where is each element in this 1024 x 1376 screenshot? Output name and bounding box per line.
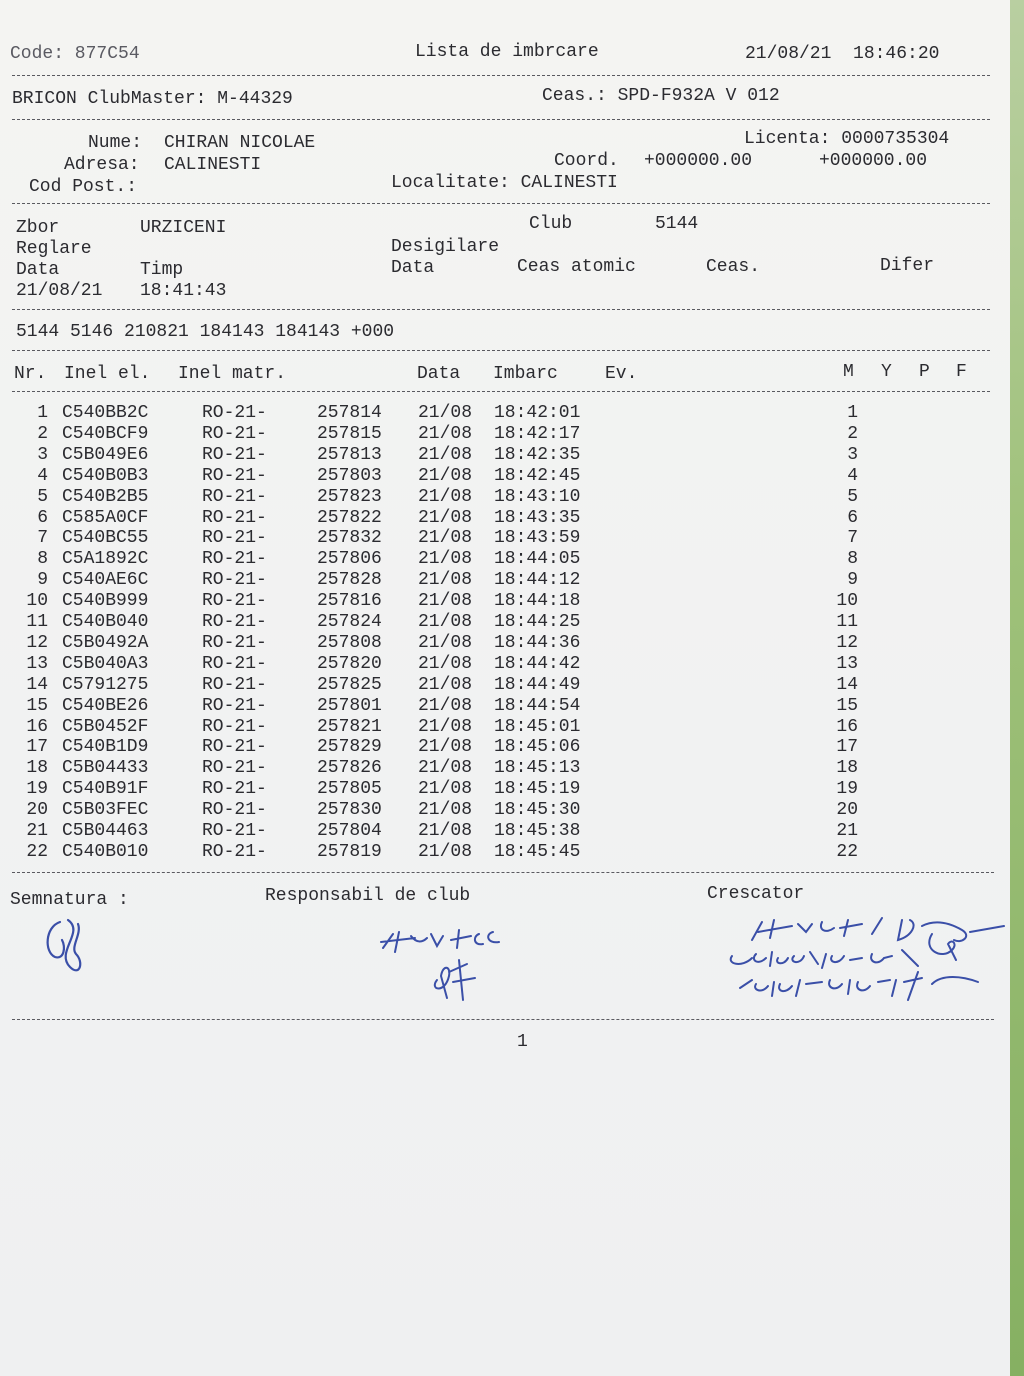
- order-m: 22: [836, 841, 858, 862]
- order-m: 1: [847, 403, 858, 423]
- electronic-ring: C540AE6C: [62, 570, 149, 591]
- postcode-label: Cod Post.:: [29, 177, 138, 197]
- ring-number: 257801: [317, 695, 382, 716]
- ring-number: 257803: [317, 465, 382, 486]
- table-row: [0, 800, 1000, 821]
- order-m: 20: [836, 800, 858, 821]
- ring-number: 257830: [317, 800, 382, 821]
- basket-date: 21/08: [418, 570, 473, 591]
- table-row: [0, 696, 1000, 717]
- club-label: Club: [529, 214, 573, 234]
- electronic-ring: C540B0B3: [62, 465, 149, 486]
- table-row: [0, 842, 1000, 863]
- basket-time: 18:43:59: [494, 528, 581, 549]
- ring-number: 257826: [317, 758, 382, 779]
- col-electronic-ring: Inel el.: [64, 364, 151, 384]
- row-number: 22: [26, 841, 48, 862]
- ring-number: 257806: [317, 549, 382, 570]
- basket-date: 21/08: [418, 632, 473, 653]
- col-ring-number: Inel matr.: [178, 364, 287, 384]
- ring-prefix: RO-21-: [202, 507, 267, 528]
- ring-prefix: RO-21-: [202, 528, 267, 549]
- signature-breeders: [722, 910, 1012, 1010]
- electronic-ring: C5B03FEC: [62, 800, 149, 821]
- ring-prefix: RO-21-: [202, 465, 267, 486]
- order-m: 6: [847, 507, 858, 528]
- electronic-ring: C540B010: [62, 841, 149, 862]
- divider: [12, 391, 990, 392]
- owner-address: CALINESTI: [164, 155, 262, 175]
- basket-date: 21/08: [418, 507, 473, 528]
- ring-prefix: RO-21-: [202, 779, 267, 800]
- basket-time: 18:45:19: [494, 779, 581, 800]
- basket-time: 18:44:05: [494, 549, 581, 570]
- document-code: Code: 877C54: [10, 44, 140, 64]
- basket-time: 18:45:01: [494, 716, 581, 737]
- electronic-ring: C540B040: [62, 612, 149, 632]
- ring-prefix: RO-21-: [202, 716, 267, 737]
- basket-date: 21/08: [418, 695, 473, 716]
- ring-prefix: RO-21-: [202, 800, 267, 821]
- electronic-ring: C540B2B5: [62, 486, 149, 507]
- background-edge: [1010, 0, 1024, 1376]
- ring-number: 257832: [317, 528, 382, 549]
- order-m: 14: [836, 674, 858, 695]
- address-label: Adresa:: [64, 155, 140, 175]
- row-number: 1: [37, 403, 48, 423]
- table-row: [0, 424, 1000, 445]
- row-number: 5: [37, 486, 48, 507]
- table-row: [0, 508, 1000, 529]
- table-row: [0, 445, 1000, 466]
- row-number: 16: [26, 716, 48, 737]
- ring-prefix: RO-21-: [202, 674, 267, 695]
- electronic-ring: C540B999: [62, 591, 149, 612]
- table-row: [0, 737, 1000, 758]
- reglare-label: Reglare: [16, 239, 92, 259]
- divider: [12, 1019, 994, 1020]
- row-number: 2: [37, 423, 48, 444]
- order-m: 7: [847, 528, 858, 549]
- basket-date: 21/08: [418, 821, 473, 841]
- basket-time: 18:44:25: [494, 612, 581, 632]
- electronic-ring: C540BC55: [62, 528, 149, 549]
- electronic-ring: C5791275: [62, 674, 149, 695]
- order-m: 17: [836, 737, 858, 758]
- order-m: 2: [847, 423, 858, 444]
- atomic-clock-label: Ceas atomic: [517, 257, 636, 277]
- row-number: 4: [37, 465, 48, 486]
- basket-date: 21/08: [418, 528, 473, 549]
- ring-prefix: RO-21-: [202, 403, 267, 423]
- col-basket-time: Imbarc: [493, 364, 558, 384]
- row-number: 7: [37, 528, 48, 549]
- basket-date: 21/08: [418, 674, 473, 695]
- table-row: [0, 549, 1000, 570]
- flight-location: URZICENI: [140, 218, 227, 238]
- order-m: 11: [836, 612, 858, 632]
- ring-prefix: RO-21-: [202, 695, 267, 716]
- basket-date: 21/08: [418, 653, 473, 674]
- table-row: [0, 654, 1000, 675]
- table-row: [0, 821, 1000, 842]
- col-p: P: [919, 362, 930, 382]
- ring-prefix: RO-21-: [202, 423, 267, 444]
- basket-time: 18:42:17: [494, 423, 581, 444]
- basket-time: 18:45:45: [494, 841, 581, 862]
- electronic-ring: C5B040A3: [62, 653, 149, 674]
- row-number: 11: [26, 612, 48, 632]
- ring-prefix: RO-21-: [202, 570, 267, 591]
- basket-time: 18:42:01: [494, 403, 581, 423]
- table-row: [0, 466, 1000, 487]
- electronic-ring: C540BB2C: [62, 403, 149, 423]
- ring-prefix: RO-21-: [202, 653, 267, 674]
- reglare-time: 18:41:43: [140, 281, 227, 301]
- row-number: 20: [26, 800, 48, 821]
- flight-label: Zbor: [16, 218, 60, 238]
- table-row: [0, 487, 1000, 508]
- basket-time: 18:44:49: [494, 674, 581, 695]
- ring-number: 257824: [317, 612, 382, 632]
- ring-prefix: RO-21-: [202, 612, 267, 632]
- ring-number: 257821: [317, 716, 382, 737]
- basket-date: 21/08: [418, 758, 473, 779]
- basket-time: 18:44:42: [494, 653, 581, 674]
- order-m: 5: [847, 486, 858, 507]
- club-responsible-label: Responsabil de club: [265, 886, 471, 906]
- table-row: [0, 591, 1000, 612]
- basket-date: 21/08: [418, 591, 473, 612]
- row-number: 6: [37, 507, 48, 528]
- system-id: BRICON ClubMaster: M-44329: [12, 89, 293, 109]
- table-row: [0, 633, 1000, 654]
- basket-date: 21/08: [418, 403, 473, 423]
- col-date: Data: [417, 364, 461, 384]
- ring-prefix: RO-21-: [202, 821, 267, 841]
- license-number: Licenta: 0000735304: [744, 129, 950, 149]
- electronic-ring: C5B0492A: [62, 632, 149, 653]
- order-m: 3: [847, 444, 858, 465]
- order-m: 15: [836, 695, 858, 716]
- club-number: 5144: [655, 214, 699, 234]
- divider: [12, 309, 990, 310]
- col-f: F: [956, 362, 967, 382]
- basket-date: 21/08: [418, 716, 473, 737]
- order-m: 9: [847, 570, 858, 591]
- row-number: 17: [26, 737, 48, 758]
- signature-label: Semnatura :: [10, 890, 129, 910]
- basket-date: 21/08: [418, 423, 473, 444]
- order-m: 19: [836, 779, 858, 800]
- table-row: [0, 528, 1000, 549]
- ring-number: 257816: [317, 591, 382, 612]
- ring-number: 257823: [317, 486, 382, 507]
- row-number: 8: [37, 549, 48, 570]
- ring-number: 257819: [317, 841, 382, 862]
- table-row: [0, 612, 1000, 633]
- ring-number: 257804: [317, 821, 382, 841]
- divider: [12, 203, 990, 204]
- electronic-ring: C540B1D9: [62, 737, 149, 758]
- ring-number: 257825: [317, 674, 382, 695]
- owner-name: CHIRAN NICOLAE: [164, 133, 316, 153]
- electronic-ring: C5B04433: [62, 758, 149, 779]
- divider: [12, 119, 990, 120]
- order-m: 16: [836, 716, 858, 737]
- divider: [12, 350, 990, 351]
- desigilare-date-label: Data: [391, 258, 435, 278]
- order-m: 4: [847, 465, 858, 486]
- ring-number: 257808: [317, 632, 382, 653]
- basket-time: 18:44:12: [494, 570, 581, 591]
- col-nr: Nr.: [14, 364, 47, 384]
- locality: Localitate: CALINESTI: [391, 173, 618, 193]
- basket-date: 21/08: [418, 465, 473, 486]
- row-number: 12: [26, 632, 48, 653]
- row-number: 19: [26, 779, 48, 800]
- ring-number: 257820: [317, 653, 382, 674]
- order-m: 21: [836, 821, 858, 841]
- table-row: [0, 403, 1000, 424]
- basket-time: 18:45:13: [494, 758, 581, 779]
- ring-number: 257815: [317, 423, 382, 444]
- basket-time: 18:42:45: [494, 465, 581, 486]
- ring-prefix: RO-21-: [202, 591, 267, 612]
- electronic-ring: C540B91F: [62, 779, 149, 800]
- basket-time: 18:42:35: [494, 444, 581, 465]
- ring-prefix: RO-21-: [202, 758, 267, 779]
- ring-number: 257814: [317, 403, 382, 423]
- signature-club-responsible: [375, 920, 515, 1005]
- col-m: M: [843, 362, 854, 382]
- row-number: 10: [26, 591, 48, 612]
- basket-date: 21/08: [418, 486, 473, 507]
- divider: [12, 75, 990, 76]
- basket-time: 18:44:54: [494, 695, 581, 716]
- name-label: Nume:: [88, 133, 143, 153]
- basket-time: 18:45:38: [494, 821, 581, 841]
- ring-prefix: RO-21-: [202, 737, 267, 758]
- table-row: [0, 675, 1000, 696]
- ring-prefix: RO-21-: [202, 444, 267, 465]
- difference-label: Difer: [880, 256, 935, 276]
- row-number: 14: [26, 674, 48, 695]
- ring-number: 257829: [317, 737, 382, 758]
- basket-date: 21/08: [418, 779, 473, 800]
- basket-time: 18:45:06: [494, 737, 581, 758]
- basket-time: 18:44:36: [494, 632, 581, 653]
- document-title: Lista de imbrcare: [415, 42, 599, 62]
- coord-y: +000000.00: [819, 151, 928, 171]
- signature-mark-left: [40, 912, 100, 982]
- basket-time: 18:45:30: [494, 800, 581, 821]
- basket-date: 21/08: [418, 841, 473, 862]
- electronic-ring: C585A0CF: [62, 507, 149, 528]
- electronic-ring: C540BCF9: [62, 423, 149, 444]
- basket-date: 21/08: [418, 737, 473, 758]
- reglare-time-label: Timp: [140, 260, 184, 280]
- order-m: 13: [836, 653, 858, 674]
- order-m: 12: [836, 632, 858, 653]
- ring-number: 257828: [317, 570, 382, 591]
- electronic-ring: C5B04463: [62, 821, 149, 841]
- reglare-date-label: Data: [16, 260, 60, 280]
- divider: [12, 872, 994, 873]
- table-row: [0, 570, 1000, 591]
- electronic-ring: C5A1892C: [62, 549, 149, 570]
- ring-number: 257805: [317, 779, 382, 800]
- table-row: [0, 758, 1000, 779]
- clock-id: Ceas.: SPD-F932A V 012: [542, 86, 780, 106]
- order-m: 8: [847, 549, 858, 570]
- coord-label: Coord.: [554, 151, 619, 171]
- row-number: 18: [26, 758, 48, 779]
- basket-date: 21/08: [418, 444, 473, 465]
- table-row: [0, 717, 1000, 738]
- ring-number: 257822: [317, 507, 382, 528]
- ring-prefix: RO-21-: [202, 549, 267, 570]
- order-m: 18: [836, 758, 858, 779]
- col-ev: Ev.: [605, 364, 638, 384]
- reglare-date: 21/08/21: [16, 281, 103, 301]
- order-m: 10: [836, 591, 858, 612]
- print-datetime: 21/08/21 18:46:20: [745, 44, 940, 64]
- electronic-ring: C540BE26: [62, 695, 149, 716]
- electronic-ring: C5B0452F: [62, 716, 149, 737]
- basket-date: 21/08: [418, 612, 473, 632]
- breeder-label: Crescator: [707, 884, 805, 904]
- basket-time: 18:43:35: [494, 507, 581, 528]
- ring-prefix: RO-21-: [202, 632, 267, 653]
- ring-prefix: RO-21-: [202, 841, 267, 862]
- row-number: 3: [37, 444, 48, 465]
- electronic-ring: C5B049E6: [62, 444, 149, 465]
- table-row: [0, 779, 1000, 800]
- page-number: 1: [517, 1032, 528, 1052]
- row-number: 21: [26, 821, 48, 841]
- ring-prefix: RO-21-: [202, 486, 267, 507]
- row-number: 9: [37, 570, 48, 591]
- clock-summary-line: 5144 5146 210821 184143 184143 +000: [16, 322, 395, 342]
- row-number: 15: [26, 695, 48, 716]
- clock-label: Ceas.: [706, 257, 761, 277]
- col-y: Y: [881, 362, 892, 382]
- desigilare-label: Desigilare: [391, 237, 500, 257]
- coord-x: +000000.00: [644, 151, 753, 171]
- basket-time: 18:43:10: [494, 486, 581, 507]
- ring-number: 257813: [317, 444, 382, 465]
- basket-time: 18:44:18: [494, 591, 581, 612]
- basket-date: 21/08: [418, 800, 473, 821]
- basket-date: 21/08: [418, 549, 473, 570]
- row-number: 13: [26, 653, 48, 674]
